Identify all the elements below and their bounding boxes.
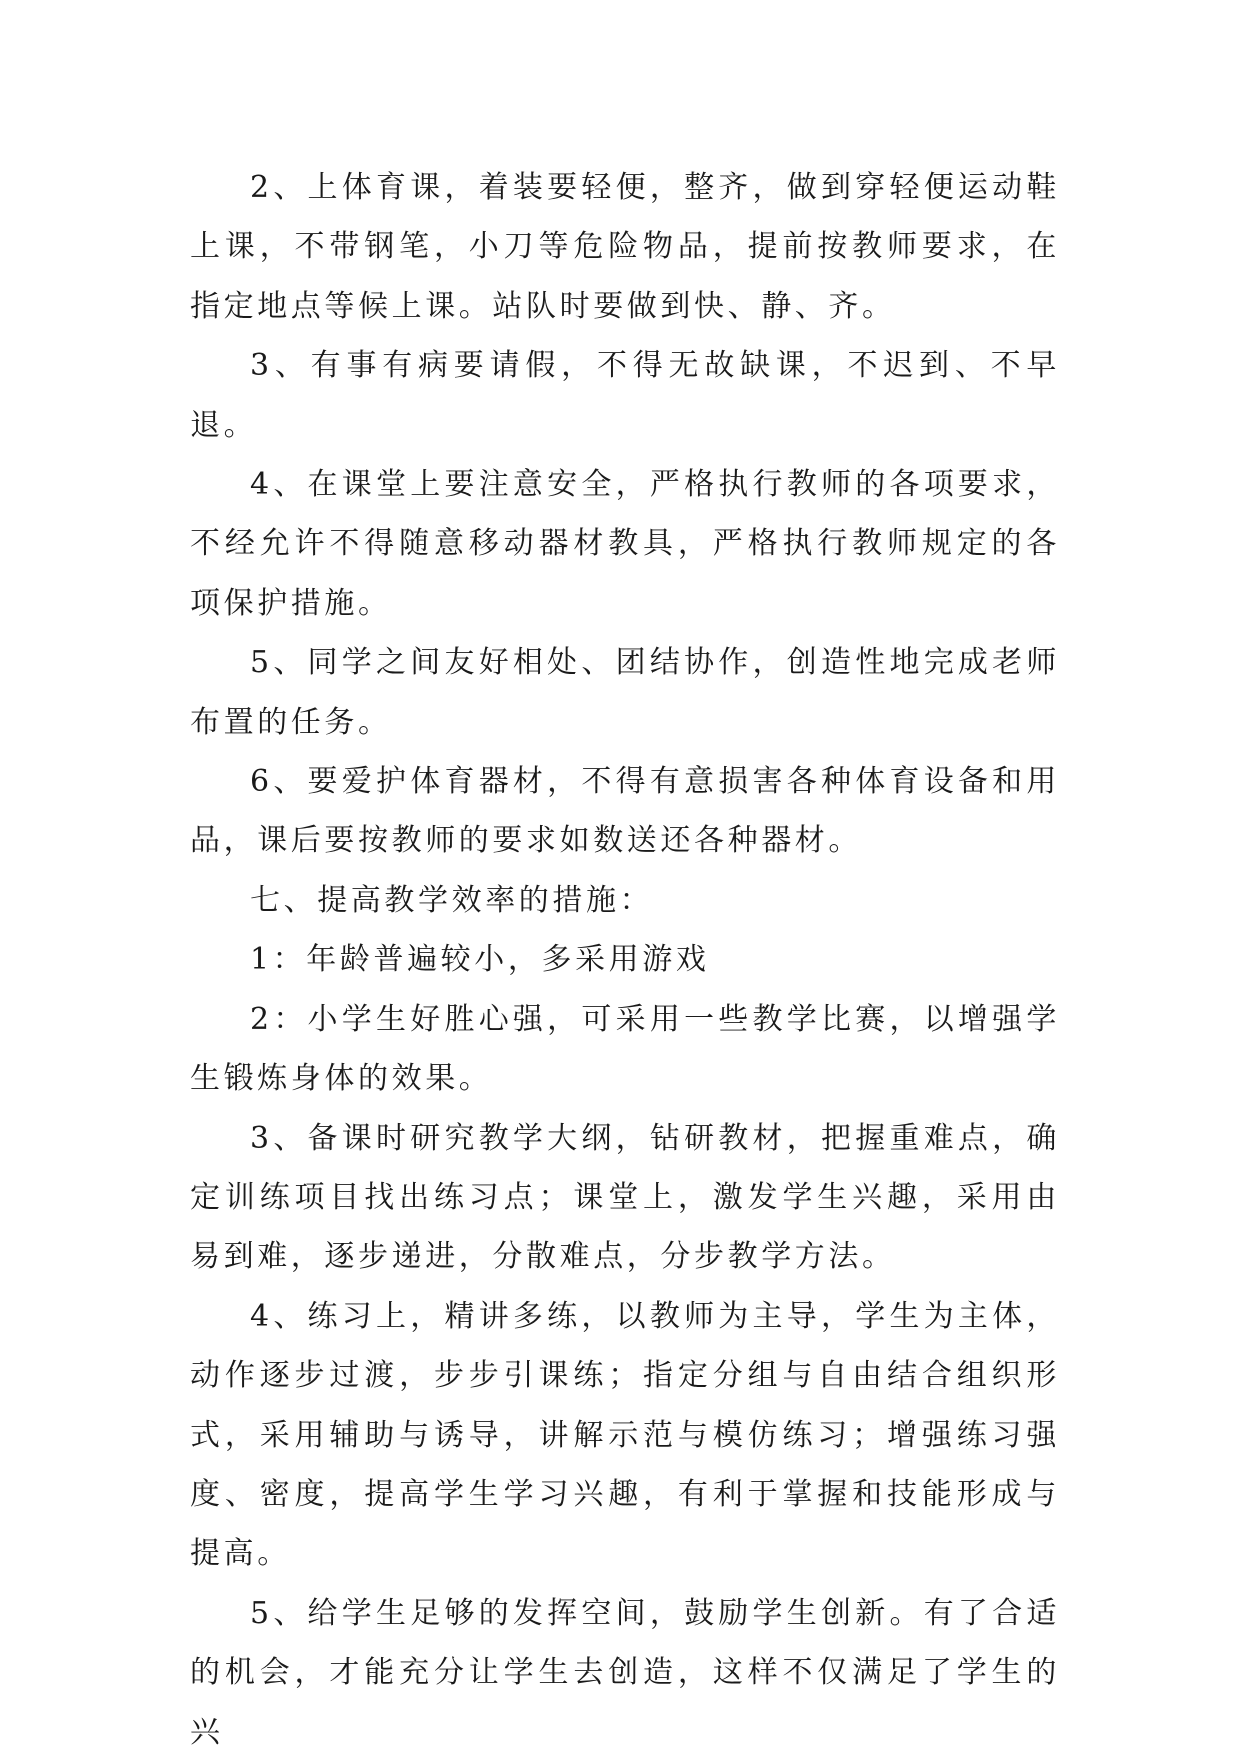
paragraph-measure-2-competition: 2：小学生好胜心强，可采用一些教学比赛，以增强学生锻炼身体的效果。: [190, 1001, 1060, 1097]
document-body: [190, 158, 1060, 1762]
paragraph-rule-6-equipment: 6、要爱护体育器材，不得有意损害各种体育设备和用品，课后要按教师的要求如数送还各种器材。: [190, 764, 1060, 859]
paragraph-rule-5-cooperation: 5、同学之间友好相处、团结协作，创造性地完成老师布置的任务。: [190, 645, 1060, 740]
paragraph-measure-1-games: 1：年龄普遍较小，多采用游戏: [250, 942, 710, 978]
paragraph-measure-5-creativity: 5、给学生足够的发挥空间，鼓励学生创新。有了合适的机会，才能充分让学生去创造，这样不仅满足了学生的兴: [190, 1595, 1060, 1750]
paragraph-rule-2-attire: 2、上体育课，着装要轻便，整齐，做到穿轻便运动鞋上课，不带钢笔，小刀等危险物品，提前按教师要求，在指定地点等候上课。站队时要做到快、静、齐。: [190, 170, 1060, 324]
paragraph-measure-4-practice: 4、练习上，精讲多练，以教师为主导，学生为主体，动作逐步过渡，步步引课练；指定分组与自由结合组织形式，采用辅助与诱导，讲解示范与模仿练习；增强练习强度、密度，提高学生学习兴趣，有利于掌握和技能形成与提高。: [190, 1298, 1060, 1572]
section-heading-efficiency-measures: 七、提高教学效率的措施：: [250, 882, 654, 918]
paragraph-measure-3-preparation: 3、备课时研究教学大纲，钻研教材，把握重难点，确定训练项目找出练习点；课堂上，激发学生兴趣，采用由易到难，逐步递进，分散难点，分步教学方法。: [190, 1120, 1060, 1275]
paragraph-rule-4-safety: 4、在课堂上要注意安全，严格执行教师的各项要求，不经允许不得随意移动器材教具，严格执行教师规定的各项保护措施。: [190, 467, 1060, 621]
paragraph-rule-3-leave: 3、有事有病要请假，不得无故缺课，不迟到、不早退。: [190, 348, 1060, 443]
